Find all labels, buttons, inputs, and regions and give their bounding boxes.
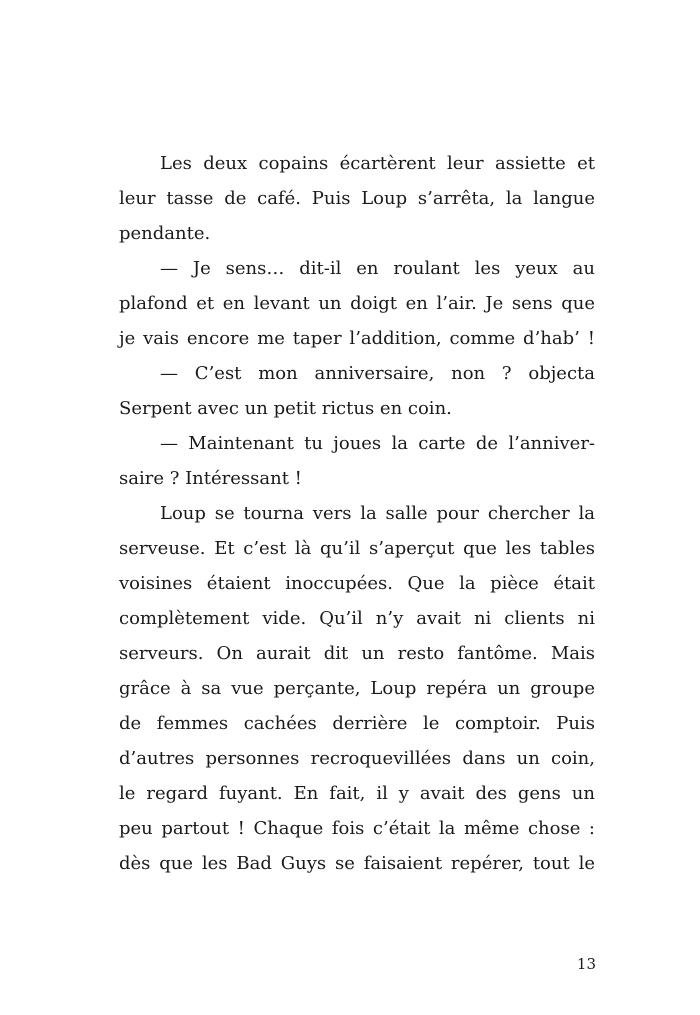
text-line: — C’est mon anniversaire, non ? objecta xyxy=(160,363,595,384)
text-line: Les deux copains écartèrent leur assiette et xyxy=(160,153,595,174)
text-line: plafond et en levant un doigt en l’air. Je sens que xyxy=(119,293,595,314)
text-line: serveuse. Et c’est là qu’il s’aperçut que les tables xyxy=(119,538,595,559)
text-line: Loup se tourna vers la salle pour chercher la xyxy=(160,503,595,524)
text-line: — Je sens… dit-il en roulant les yeux au xyxy=(160,258,595,279)
text-line: Serpent avec un petit rictus en coin. xyxy=(119,398,452,419)
text-line: voisines étaient inoccupées. Que la pièce était xyxy=(119,573,595,594)
text-line: je vais encore me taper l’addition, comme d’hab’ ! xyxy=(119,328,595,349)
body-text xyxy=(119,146,595,881)
text-line: d’autres personnes recroquevillées dans un coin, xyxy=(119,748,595,769)
page-number: 13 xyxy=(576,955,596,973)
text-line: leur tasse de café. Puis Loup s’arrêta, la langue xyxy=(119,188,595,209)
text-line: pendante. xyxy=(119,223,211,244)
text-line: grâce à sa vue perçante, Loup repéra un groupe xyxy=(119,678,595,699)
text-line: dès que les Bad Guys se faisaient repérer, tout le xyxy=(119,853,595,874)
text-line: complètement vide. Qu’il n’y avait ni clients ni xyxy=(119,608,595,629)
text-line: le regard fuyant. En fait, il y avait des gens un xyxy=(119,783,595,804)
text-line: — Maintenant tu joues la carte de l’anniver- xyxy=(160,433,595,454)
text-line: de femmes cachées derrière le comptoir. Puis xyxy=(119,713,595,734)
text-line: peu partout ! Chaque fois c’était la même chose : xyxy=(119,818,595,839)
text-line: serveurs. On aurait dit un resto fantôme. Mais xyxy=(119,643,595,664)
text-line: saire ? Intéressant ! xyxy=(119,468,302,489)
